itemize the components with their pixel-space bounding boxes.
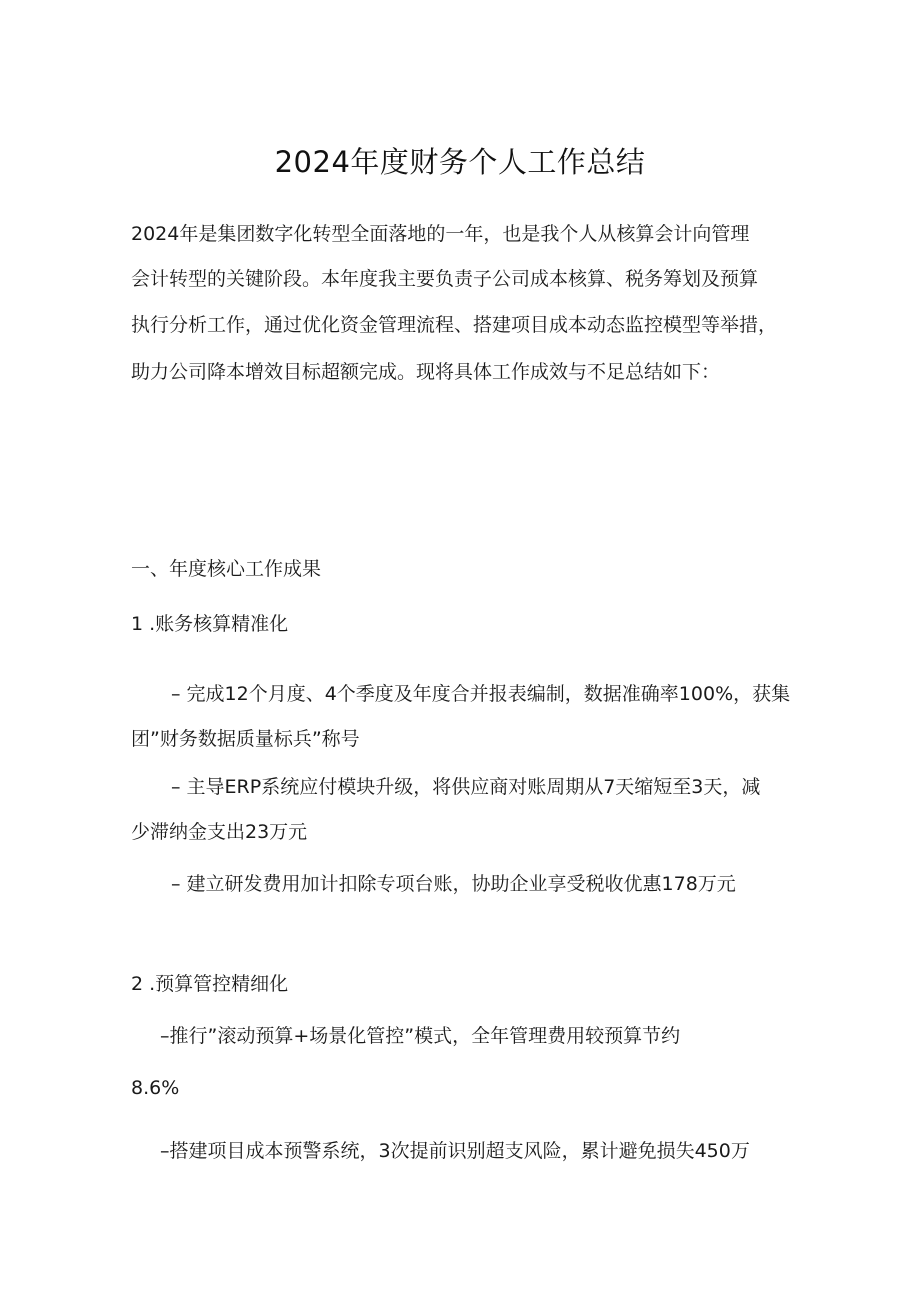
bullet-line: – 建立研发费用加计扣除专项台账，协助企业享受税收优惠178万元 xyxy=(171,873,736,895)
subsection-heading: 2 .预算管控精细化 xyxy=(131,973,289,995)
bullet-line-continued: 团”财务数据质量标兵”称号 xyxy=(131,728,360,750)
bullet-line-continued: 少滞纳金支出23万元 xyxy=(131,821,308,843)
subsection-heading: 1 .账务核算精准化 xyxy=(131,613,289,635)
intro-paragraph-line-4: 助力公司降本增效目标超额完成。现将具体工作成效与不足总结如下： xyxy=(131,361,721,383)
bullet-line: –搭建项目成本预警系统，3次提前识别超支风险，累计避免损失450万 xyxy=(160,1140,750,1162)
intro-paragraph-line-1: 2024年是集团数字化转型全面落地的一年，也是我个人从核算会计向管理 xyxy=(131,223,750,245)
bullet-line: –推行”滚动预算+场景化管控”模式，全年管理费用较预算节约 xyxy=(160,1025,681,1047)
bullet-line: – 主导ERP系统应付模块升级，将供应商对账周期从7天缩短至3天，减 xyxy=(171,776,761,798)
bullet-line-continued: 8.6% xyxy=(131,1077,180,1099)
intro-paragraph-line-2: 会计转型的关键阶段。本年度我主要负责子公司成本核算、税务筹划及预算 xyxy=(131,268,759,290)
intro-paragraph-line-3: 执行分析工作，通过优化资金管理流程、搭建项目成本动态监控模型等举措， xyxy=(131,314,778,336)
section-heading: 一、年度核心工作成果 xyxy=(131,558,322,580)
page-title: 2024年度财务个人工作总结 xyxy=(274,145,646,179)
bullet-line: – 完成12个月度、4个季度及年度合并报表编制，数据准确率100%，获集 xyxy=(171,683,791,705)
